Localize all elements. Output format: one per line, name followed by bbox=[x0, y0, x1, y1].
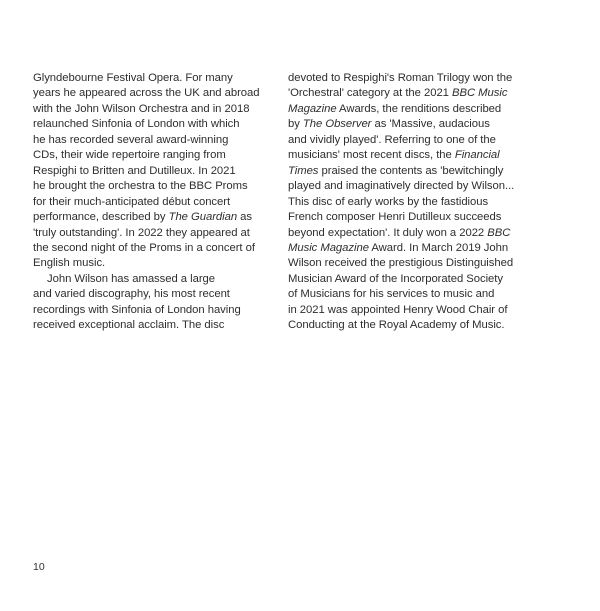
text-run: the second night of the Proms in a concert of bbox=[33, 241, 255, 254]
text-line bbox=[33, 133, 273, 148]
text-line bbox=[33, 117, 273, 132]
text-line bbox=[288, 303, 528, 318]
text-column-left bbox=[33, 71, 273, 334]
text-run: of Musicians for his services to music and bbox=[288, 288, 495, 301]
text-run: English music. bbox=[33, 257, 106, 270]
text-line bbox=[33, 148, 273, 163]
italic-title: BBC bbox=[487, 226, 511, 239]
text-line bbox=[33, 86, 273, 101]
text-run: beyond expectation'. It duly won a 2022 bbox=[288, 226, 488, 239]
text-line bbox=[288, 241, 528, 256]
text-column-right bbox=[288, 71, 528, 334]
text-line bbox=[288, 287, 528, 302]
text-run: Respighi to Britten and Dutilleux. In 2021 bbox=[33, 164, 236, 177]
text-line bbox=[33, 303, 273, 318]
text-line bbox=[288, 164, 528, 179]
text-run: musicians' most recent discs, the bbox=[288, 149, 455, 162]
text-line bbox=[33, 226, 273, 241]
text-line bbox=[33, 272, 273, 287]
text-run: Award. In March 2019 John bbox=[368, 241, 509, 254]
text-run: praised the contents as 'bewitchingly bbox=[318, 164, 504, 177]
italic-title: The Guardian bbox=[168, 211, 238, 224]
italic-title: Magazine bbox=[288, 102, 337, 115]
text-run: CDs, their wide repertoire ranging from bbox=[33, 149, 226, 162]
text-run: Glyndebourne Festival Opera. For many bbox=[33, 72, 233, 84]
text-run: in 2021 was appointed Henry Wood Chair of bbox=[288, 303, 508, 316]
text-line bbox=[288, 318, 528, 333]
italic-title: The Observer bbox=[302, 118, 372, 131]
text-run: and vividly played'. Referring to one of the bbox=[288, 133, 496, 146]
text-line bbox=[288, 179, 528, 194]
italic-title: Times bbox=[288, 164, 319, 177]
text-line bbox=[288, 102, 528, 117]
text-line bbox=[288, 133, 528, 148]
text-run: by bbox=[288, 118, 303, 131]
page-number: 10 bbox=[33, 561, 45, 573]
text-line bbox=[33, 71, 273, 86]
text-line bbox=[33, 195, 273, 210]
text-run: This disc of early works by the fastidious bbox=[288, 195, 489, 208]
text-line bbox=[33, 164, 273, 179]
text-line bbox=[33, 179, 273, 194]
text-run: recordings with Sinfonia of London having bbox=[33, 303, 241, 316]
text-run: as bbox=[237, 211, 252, 224]
text-line bbox=[33, 102, 273, 117]
text-line bbox=[288, 117, 528, 132]
text-run: received exceptional acclaim. The disc bbox=[33, 319, 225, 332]
text-run: 'Orchestral' category at the 2021 bbox=[288, 87, 452, 100]
text-run: Musician Award of the Incorporated Society bbox=[288, 272, 503, 285]
text-run: years he appeared across the UK and abroad bbox=[33, 87, 260, 100]
italic-title: BBC Music bbox=[452, 87, 508, 100]
text-run: for their much-anticipated début concert bbox=[33, 195, 231, 208]
text-line bbox=[288, 86, 528, 101]
text-line bbox=[33, 210, 273, 225]
text-line bbox=[288, 195, 528, 210]
text-run: John Wilson has amassed a large bbox=[47, 272, 215, 285]
text-run: 'truly outstanding'. In 2022 they appeared at bbox=[33, 226, 250, 239]
text-line bbox=[33, 256, 273, 271]
text-run: as 'Massive, audacious bbox=[371, 118, 490, 131]
text-line bbox=[288, 226, 528, 241]
text-line bbox=[288, 256, 528, 271]
italic-title: Financial bbox=[454, 149, 500, 162]
text-line bbox=[33, 287, 273, 302]
text-run: performance, described by bbox=[33, 211, 169, 224]
text-run: devoted to Respighi's Roman Trilogy won the bbox=[288, 72, 513, 84]
text-line bbox=[33, 241, 273, 256]
text-line bbox=[33, 318, 273, 333]
italic-title: Music Magazine bbox=[288, 241, 369, 254]
text-run: Conducting at the Royal Academy of Music. bbox=[288, 319, 505, 332]
text-line bbox=[288, 148, 528, 163]
text-line bbox=[288, 71, 528, 86]
text-run: and varied discography, his most recent bbox=[33, 288, 230, 301]
text-run: relaunched Sinfonia of London with which bbox=[33, 118, 240, 131]
text-run: French composer Henri Dutilleux succeeds bbox=[288, 211, 502, 224]
text-line bbox=[288, 210, 528, 225]
text-run: he has recorded several award-winning bbox=[33, 133, 229, 146]
text-run: Awards, the renditions described bbox=[336, 102, 502, 115]
text-line bbox=[288, 272, 528, 287]
text-run: Wilson received the prestigious Distinguished bbox=[288, 257, 514, 270]
text-run: he brought the orchestra to the BBC Proms bbox=[33, 180, 248, 193]
text-run: played and imaginatively directed by Wilson... bbox=[288, 180, 515, 193]
text-run: with the John Wilson Orchestra and in 2018 bbox=[33, 102, 250, 115]
